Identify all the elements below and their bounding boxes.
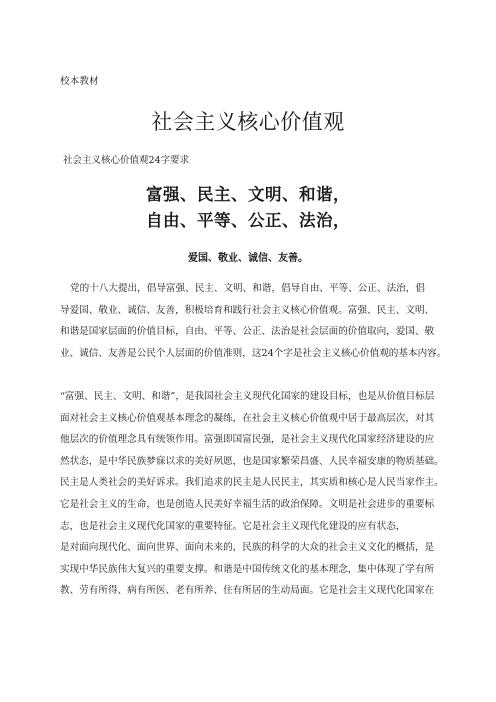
paragraph-line: “富强、民主、文明、和谐”，是我国社会主义现代化国家的建设目标，也是从价值目标层 (60, 391, 435, 402)
paragraph-line: 教、劳有所得、病有所医、老有所养、住有所居的生动局面。它是社会主义现代化国家在 (60, 585, 435, 597)
page-title: 社会主义核心价值观 (151, 110, 345, 134)
paragraph-line: 民主是人类社会的美好诉求。我们追求的民主是人民民主，其实质和核心是人民当家作主。 (60, 477, 444, 489)
paragraph-line: 实现中华民族伟大复兴的重要支撑。和谐是中国传统文化的基本理念，集中体现了学有所 (60, 563, 435, 575)
paragraph-line: 党的十八大提出，倡导富强、民主、文明、和谐，倡导自由、平等、公正、法治，倡 (70, 283, 425, 294)
slogan-national-values: 富强、民主、文明、和谐， (146, 185, 350, 204)
paragraph-line: 然状态，是中华民族梦寐以求的美好夙愿，也是国家繁荣昌盛、人民幸福安康的物质基础。 (60, 455, 444, 467)
paragraph-line: 业、诚信、友善是公民个人层面的价值准则，这24个字是社会主义核心价值观的基本内容。 (60, 347, 447, 359)
paragraph-line: 他层次的价值理念具有统领作用。富强即国富民强，是社会主义现代化国家经济建设的应 (60, 434, 435, 446)
paragraph-line: 它是社会主义的生命，也是创造人民美好幸福生活的政治保障。文明是社会进步的重要标 (60, 498, 435, 510)
slogan-social-values: 自由、平等、公正、法治， (146, 211, 350, 230)
paragraph-line: 和谐是国家层面的价值目标，自由、平等、公正、法治是社会层面的价值取向，爱国、敬 (60, 326, 435, 338)
paragraph-line: 面对社会主义核心价值观基本理念的凝练，在社会主义核心价值观中居于最高层次，对其 (60, 412, 435, 424)
paragraph-line: 是对面向现代化、面向世界、面向未来的，民族的科学的大众的社会主义文化的概括，是 (60, 542, 435, 554)
header-label: 校本教材 (60, 76, 99, 87)
paragraph-national-values (60, 386, 444, 602)
subtitle: 社会主义核心价值观24字要求 (63, 155, 190, 166)
paragraph-line: 志，也是社会主义现代化国家的重要特征。它是社会主义现代化建设的应有状态， (60, 520, 406, 532)
paragraph-line: 导爱国、敬业、诚信、友善，积极培育和践行社会主义核心价值观。富强、民主、文明、 (60, 304, 435, 316)
paragraph-intro (60, 278, 447, 364)
slogan-individual-values: 爱国、敬业、诚信、友善。 (188, 253, 308, 264)
